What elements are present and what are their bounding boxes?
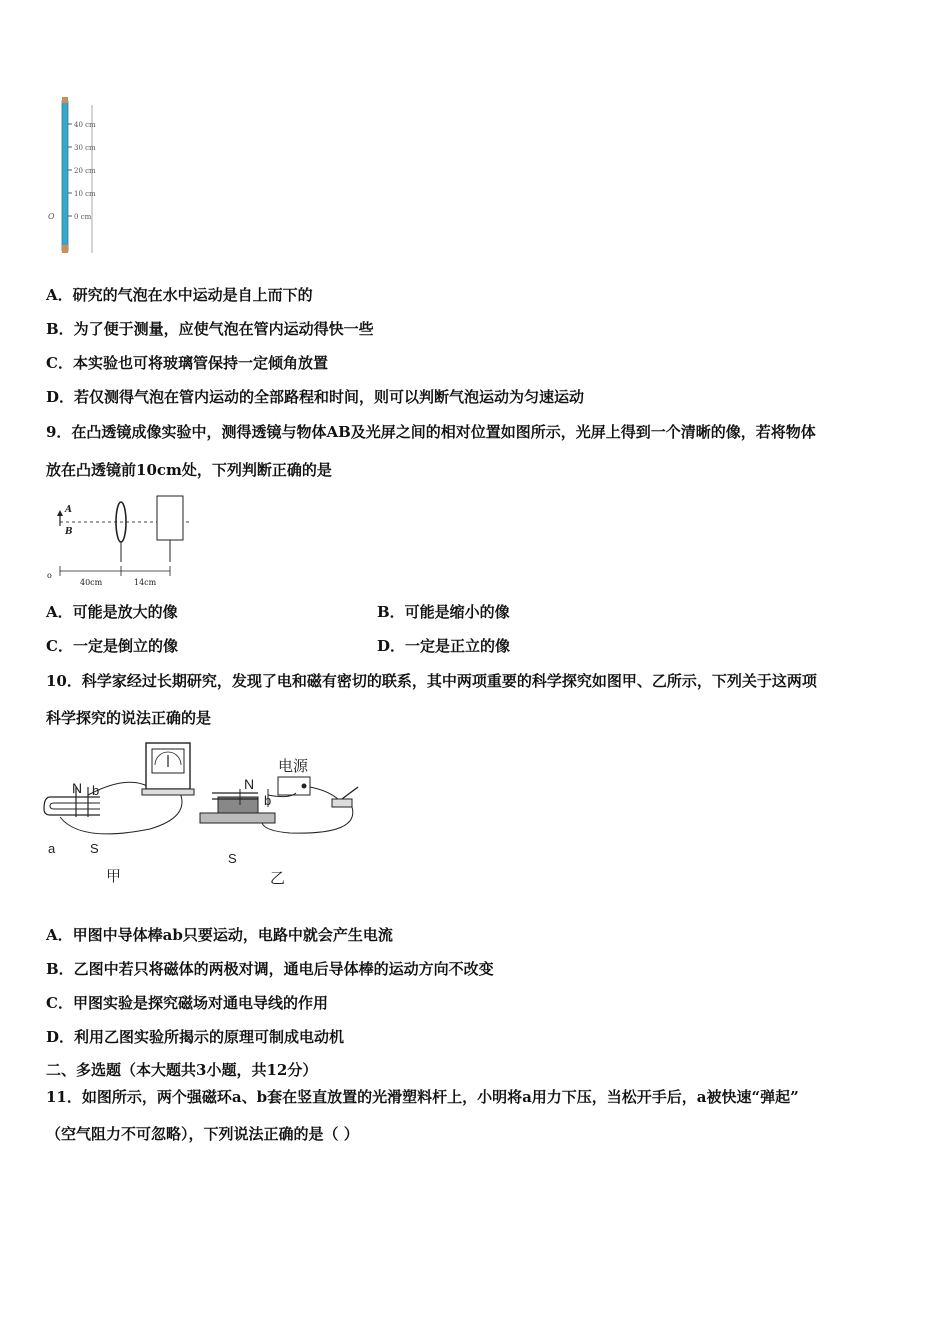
lens-dist-14: 14cm [134, 578, 157, 587]
lens-label-a: A [65, 505, 72, 515]
q9-stem-line1: 9．在凸透镜成像实验中，测得透镜与物体AB及光屏之间的相对位置如图所示，光屏上得到一个清晰的像，若将物体 [46, 423, 816, 441]
q9-option-a: A．可能是放大的像 [46, 603, 178, 621]
q10-option-c: C．甲图实验是探究磁场对通电导线的作用 [46, 994, 328, 1012]
yi-label-s: S [228, 851, 237, 866]
tube-label-0: 0 cm [74, 213, 92, 221]
jia-caption: 甲 [106, 867, 122, 885]
lens-diagram [40, 488, 200, 592]
tube-label-10: 10 cm [74, 190, 96, 198]
tube-origin: O [48, 212, 55, 221]
q10-option-d: D．利用乙图实验所揭示的原理可制成电动机 [46, 1028, 345, 1046]
q9-stem-line2: 放在凸透镜前10cm处，下列判断正确的是 [46, 461, 332, 479]
jia-label-n: N [72, 780, 83, 796]
tube-label-40: 40 cm [74, 121, 96, 129]
q11-stem-line1: 11．如图所示，两个强磁环a、b套在竖直放置的光滑塑料杆上，小明将a用力下压，当松开手后，a被快速“弹起” [46, 1088, 799, 1106]
electromagnetism-figure [40, 735, 380, 895]
electromagnetism-diagram [40, 735, 380, 895]
q10-stem-line1: 10．科学家经过长期研究，发现了电和磁有密切的联系，其中两项重要的科学探究如图甲、乙所示，下列关于这两项 [46, 672, 817, 690]
lens-figure [40, 488, 200, 592]
yi-label-power: 电源 [278, 757, 309, 775]
lens-label-o: o [47, 571, 52, 580]
q9-option-c: C．一定是倒立的像 [46, 637, 178, 655]
q9-option-d: D．一定是正立的像 [377, 637, 511, 655]
lens-label-b: B [65, 527, 73, 537]
q8-option-a: A．研究的气泡在水中运动是自上而下的 [46, 286, 313, 304]
q8-option-c: C．本实验也可将玻璃管保持一定倾角放置 [46, 354, 328, 372]
jia-label-b: b [92, 783, 100, 798]
q10-option-b: B．乙图中若只将磁体的两极对调，通电后导体棒的运动方向不改变 [46, 960, 494, 978]
glass-tube-figure [40, 95, 120, 260]
section-heading: 二、多选题（本大题共3小题，共12分） [46, 1061, 318, 1079]
lens-dist-40: 40cm [80, 578, 103, 587]
q11-stem-line2: （空气阻力不可忽略），下列说法正确的是（ ） [46, 1125, 359, 1143]
tube-label-20: 20 cm [74, 167, 96, 175]
q8-option-b: B．为了便于测量，应使气泡在管内运动得快一些 [46, 320, 374, 338]
jia-label-s: S [90, 841, 99, 856]
tube-label-30: 30 cm [74, 144, 96, 152]
q10-stem-line2: 科学探究的说法正确的是 [46, 709, 212, 727]
jia-label-a: a [48, 841, 56, 856]
yi-label-n: N [244, 776, 255, 792]
q9-option-b: B．可能是缩小的像 [377, 603, 510, 621]
q10-option-a: A．甲图中导体棒ab只要运动，电路中就会产生电流 [46, 926, 393, 944]
glass-tube-diagram [40, 95, 120, 260]
q8-option-d: D．若仅测得气泡在管内运动的全部路程和时间，则可以判断气泡运动为匀速运动 [46, 388, 585, 406]
yi-caption: 乙 [270, 869, 286, 887]
yi-label-b: b [264, 793, 272, 808]
